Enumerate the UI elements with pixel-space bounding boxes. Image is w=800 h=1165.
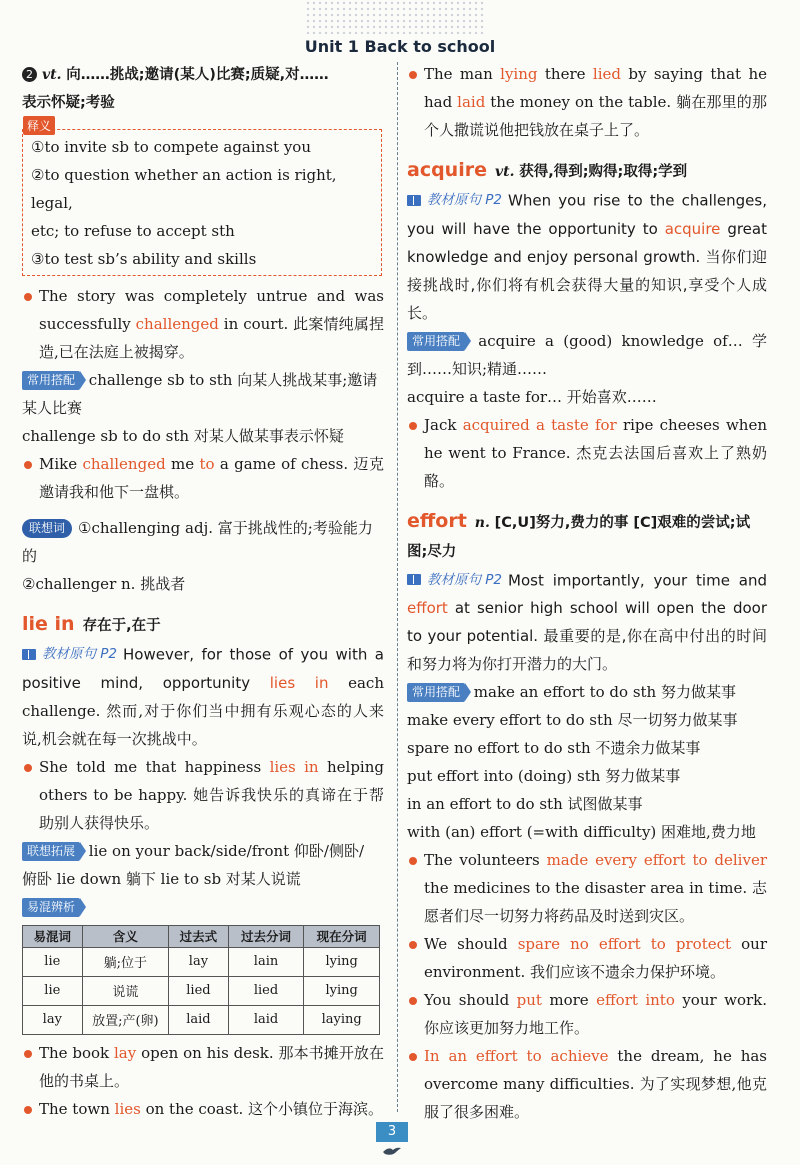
definition-box [22,119,382,276]
association-line: ②challenger n. 挑战者 [22,575,186,593]
table-cell: lie [23,976,83,1005]
header-pattern [305,0,485,34]
textbook-source-tag: 教材原句 P2 [407,566,502,594]
collocation-line: spare no effort to do sth 不遗余力做某事 [407,739,701,757]
headword-meaning: 获得,得到;购得;取得;学到 [519,164,688,180]
headword-meaning: 存在于,在于 [82,618,161,634]
table-row [23,1005,380,1034]
textbook-source-tag: 教材原句 P2 [22,640,117,668]
table-cell: lay [23,1005,83,1034]
table-cell: lying [304,947,380,976]
headword: acquire [407,159,487,181]
collocation-line: in an effort to do sth 试图做某事 [407,795,643,813]
bullet-dot-icon [409,422,417,430]
textbook-source-tag: 教材原句 P2 [407,186,502,214]
example-sentence: She told me that happiness lies in helping others to be happy. 她告诉我快乐的真谛在于帮助别人获得快乐。 [22,753,384,837]
bullet-dot-icon [409,857,417,865]
challenge-meaning [22,60,384,89]
association-block [22,514,384,570]
extension-line: 俯卧 lie down 躺下 lie to sb 对某人说谎 [22,869,301,888]
definition-line: ②to question whether an action is right, legal, [31,166,337,212]
definition-line: etc; to refuse to accept sth [31,222,235,240]
bullet-dot-icon [24,461,32,469]
headword: lie in [22,613,75,635]
bullet-dot-icon [24,1106,32,1114]
example-sentence: The volunteers made every effort to deliver the medicines to the disaster area in time. 志愿者们尽一切努力将药品及时送到灾区。 [407,846,767,930]
definition-line: ③to test sb’s ability and skills [31,250,257,268]
collocation-line: challenge sb to do sth 对某人做某事表示怀疑 [22,427,344,445]
example-sentence: The story was completely untrue and was successfully challenged in court. 此案情纯属捏造,已在法庭上被揭穿。 [22,282,384,366]
bullet-dot-icon [409,941,417,949]
column-divider [397,62,398,1112]
bullet-dot-icon [409,997,417,1005]
collocation-tag: 常用搭配 [22,371,80,390]
table-cell: 躺;位于 [82,947,169,976]
table-header: 含义 [82,925,169,947]
table-cell: laid [228,1005,304,1034]
table-header: 过去分词 [228,925,304,947]
association-line: ①challenging adj. 富于挑战性的;考验能力的 [22,519,373,565]
textbook-sentence: 教材原句 P2 However, for those of you with a positive mind, opportunity lies in each challenge. 然而,对于你们当中拥有乐观心态的人来说,机会就在每一次挑战中。 [22,640,384,753]
meaning-line: 表示怀疑;考验 [22,95,115,111]
collocation-line: put effort into (doing) sth 努力做某事 [407,767,681,785]
example-sentence: We should spare no effort to protect our environment. 我们应该不遗余力保护环境。 [407,930,767,986]
table-cell: laid [169,1005,229,1034]
unit-title: Unit 1 Back to school [304,37,496,56]
example-sentence: You should put more effort into your work. 你应该更加努力地工作。 [407,986,767,1042]
example-sentence: Mike challenged me to a game of chess. 迈克邀请我和他下一盘棋。 [22,450,384,506]
table-header: 易混词 [23,925,83,947]
collocation-tag: 常用搭配 [407,683,465,702]
table-row [23,976,380,1005]
page-number: 3 [376,1122,408,1142]
bullet-dot-icon [409,71,417,79]
example-sentence: The town lies on the coast. 这个小镇位于海滨。 [22,1095,384,1123]
confusion-tag: 易混辨析 [22,898,80,917]
part-of-speech: vt. [494,164,515,180]
collocation-line: challenge sb to sth 向某人挑战某事;邀请某人比赛 [22,371,378,417]
sense-number-icon: 2 [22,67,37,82]
collocation-tag: 常用搭配 [407,332,465,351]
definition-tag: 释义 [23,116,55,135]
table-cell: laying [304,1005,380,1034]
table-header-row [23,925,380,947]
confusion-table [22,925,380,1035]
extension-tag: 联想拓展 [22,842,80,861]
part-of-speech: n. [474,514,490,531]
textbook-sentence: 教材原句 P2 Most importantly, your time and effort at senior high school will open the door to your potential. 最重要的是,你在高中付出的时间和努力将为你打开潜力的大门。 [407,566,767,679]
bullet-dot-icon [409,1053,417,1061]
table-cell: 放置;产(卵) [82,1005,169,1034]
table-cell: lying [304,976,380,1005]
entry-effort [407,507,767,566]
example-sentence: Jack acquired a taste for ripe cheeses when he went to France. 杰克去法国后喜欢上了熟奶酪。 [407,411,767,495]
example-sentence: The book lay open on his desk. 那本书摊开放在他的书桌上。 [22,1039,384,1095]
collocation-line: make an effort to do sth 努力做某事 [473,683,736,701]
extension-line: lie on your back/side/front 仰卧/侧卧/ [88,841,365,860]
collocation-block [407,327,767,383]
table-cell: lay [169,947,229,976]
table-header: 现在分词 [304,925,380,947]
table-cell: lie [23,947,83,976]
headword: effort [407,509,467,532]
table-cell: 说谎 [82,976,169,1005]
entry-lie-in [22,610,384,640]
headword-meaning: [C,U]努力,费力的事 [C]艰难的尝试;试图;尽力 [407,514,751,560]
table-header: 过去式 [169,925,229,947]
bird-icon [381,1144,403,1158]
collocation-block [407,678,767,706]
collocation-line: acquire a (good) knowledge of… 学到……知识;精通…… [407,331,767,378]
entry-acquire [407,156,767,186]
book-icon [407,574,421,585]
left-column [22,60,384,1123]
collocation-line: acquire a taste for… 开始喜欢…… [407,387,657,406]
bullet-dot-icon [24,764,32,772]
bullet-dot-icon [24,293,32,301]
right-column [407,60,767,1126]
textbook-sentence: 教材原句 P2 When you rise to the challenges, you will have the opportunity to acquire great knowledge and enjoy personal growth. 当你们迎接挑战时,你们将有机会获得大量的知识,享受个人成长。 [407,186,767,327]
part-of-speech: vt. [42,67,62,83]
example-sentence: The man lying there lied by saying that he had laid the money on the table. 躺在那里的那个人撒谎说他把钱放在桌子上了。 [407,60,767,144]
bullet-dot-icon [24,1050,32,1058]
table-cell: lied [169,976,229,1005]
collocation-block [22,366,384,422]
example-sentence: In an effort to achieve the dream, he has overcome many difficulties. 为了实现梦想,他克服了很多困难。 [407,1042,767,1126]
definition-line: ①to invite sb to compete against you [31,138,311,156]
table-row [23,947,380,976]
collocation-line: make every effort to do sth 尽一切努力做某事 [407,711,738,729]
confusion-block [22,893,384,921]
association-tag: 联想词 [22,519,72,538]
table-cell: lain [228,947,304,976]
book-icon [407,195,421,206]
extension-block [22,837,384,865]
book-icon [22,649,36,660]
meaning-line: 向……挑战;邀请(某人)比赛;质疑,对…… [66,67,329,83]
collocation-line: with (an) effort (=with difficulty) 困难地,费力地 [407,823,756,841]
table-cell: lied [228,976,304,1005]
